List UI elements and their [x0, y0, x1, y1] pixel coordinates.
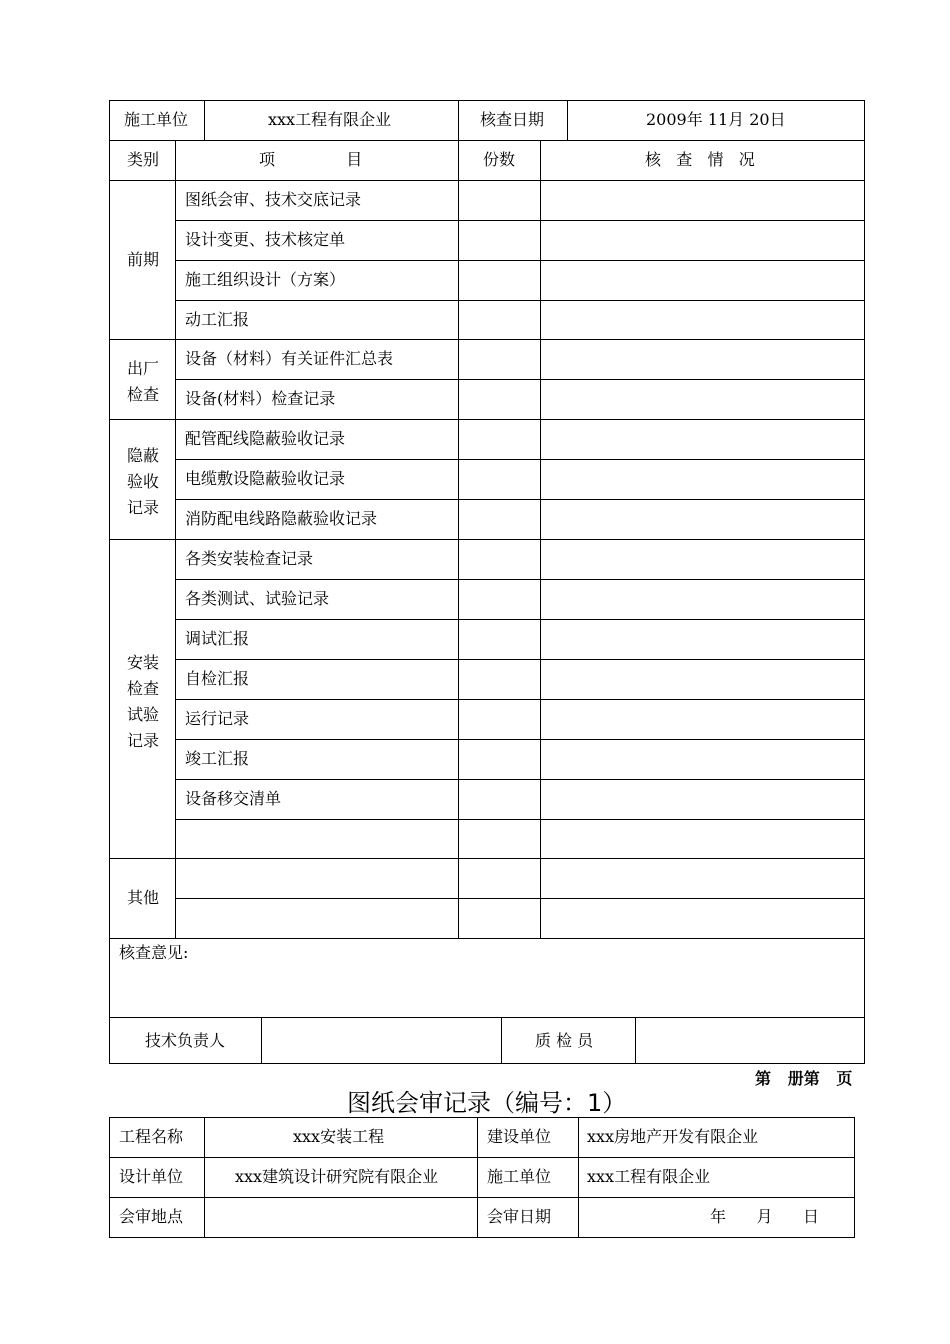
check-date-value: 2009年 11月 20日	[646, 110, 786, 129]
check-opinion-label: 核查意见:	[119, 943, 189, 962]
item-row: 消防配电线路隐蔽验收记录	[185, 509, 378, 528]
category-label-concealed-acceptance: 隐蔽 验收 记录	[127, 446, 160, 517]
construction-unit-value: xxx工程有限企业	[268, 110, 392, 129]
design-unit-label: 设计单位	[119, 1167, 184, 1186]
category-label-installation-testing: 安装 检查 试验 记录	[127, 653, 160, 750]
design-unit-value: xxx建筑设计研究院有限企业	[235, 1167, 439, 1186]
item-row: 自检汇报	[185, 669, 250, 688]
item-row: 运行记录	[185, 709, 250, 728]
item-row: 设备（材料）有关证件汇总表	[185, 349, 394, 368]
item-row: 图纸会审、技术交底记录	[185, 190, 362, 209]
review-location-label: 会审地点	[119, 1207, 184, 1226]
check-date-label: 核查日期	[480, 110, 545, 129]
technical-lead-label: 技术负责人	[145, 1031, 226, 1050]
column-header-status: 核 查 情 况	[645, 150, 755, 169]
item-row: 设备移交清单	[185, 789, 282, 808]
item-row: 各类测试、试验记录	[185, 589, 330, 608]
quality-inspector-label: 质 检 员	[535, 1031, 594, 1050]
item-row: 竣工汇报	[185, 749, 250, 768]
owner-unit-value: xxx房地产开发有限企业	[587, 1127, 759, 1146]
item-row: 设备(材料）检查记录	[185, 389, 336, 408]
item-row: 各类安装检查记录	[185, 549, 314, 568]
item-row: 配管配线隐蔽验收记录	[185, 429, 346, 448]
review-date-label: 会审日期	[487, 1207, 552, 1226]
category-label-others: 其他	[127, 888, 160, 907]
project-name-value: xxx安装工程	[293, 1127, 385, 1146]
construction-unit-label: 施工单位	[124, 110, 189, 129]
item-row: 调试汇报	[185, 629, 250, 648]
item-row: 电缆敷设隐蔽验收记录	[185, 469, 346, 488]
category-label-early-stage: 前期	[127, 250, 160, 269]
page-counter: 第 册第 页	[755, 1069, 853, 1088]
contractor-value: xxx工程有限企业	[587, 1167, 711, 1186]
column-header-copies: 份数	[483, 150, 516, 169]
contractor-label: 施工单位	[487, 1167, 552, 1186]
review-date-value: 年 月 日	[710, 1207, 820, 1226]
item-row: 动工汇报	[185, 310, 250, 329]
owner-unit-label: 建设单位	[487, 1127, 552, 1146]
item-row: 施工组织设计（方案）	[185, 270, 346, 289]
column-header-item: 项 目	[259, 150, 363, 169]
item-row: 设计变更、技术核定单	[185, 230, 346, 249]
project-name-label: 工程名称	[119, 1127, 184, 1146]
column-header-category: 类别	[127, 150, 160, 169]
drawing-review-title: 图纸会审记录（编号：1）	[347, 1089, 627, 1117]
category-label-factory-inspection: 出厂 检查	[127, 359, 160, 404]
